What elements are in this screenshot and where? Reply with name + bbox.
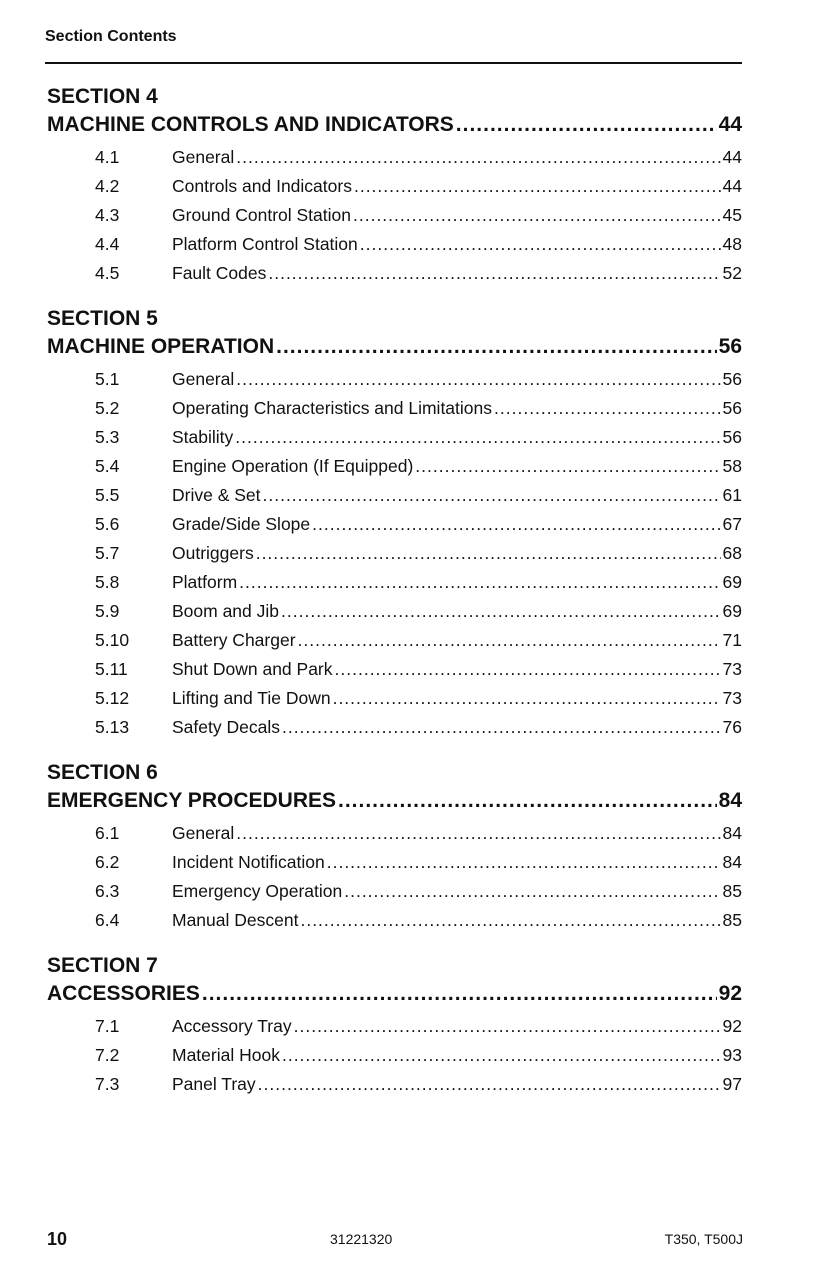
entry-number: 5.7 <box>95 543 120 563</box>
entry-title: Drive & Set <box>172 485 261 505</box>
section-title: EMERGENCY PROCEDURES <box>47 789 336 812</box>
entry-title: Platform Control Station <box>172 234 358 254</box>
toc-entry[interactable] <box>47 568 742 597</box>
entry-title: Material Hook <box>172 1045 280 1065</box>
entry-title: Stability <box>172 427 234 447</box>
section-label: SECTION 7 <box>47 954 158 977</box>
entry-number: 4.4 <box>95 234 120 254</box>
entry-title: Grade/Side Slope <box>172 514 311 534</box>
entry-title: Accessory Tray <box>172 1016 292 1036</box>
entry-page-number: 44 <box>722 147 742 167</box>
dot-leader <box>300 906 720 935</box>
dot-leader <box>236 365 720 394</box>
section-label: SECTION 5 <box>47 307 158 330</box>
section-title-link[interactable] <box>47 787 742 815</box>
toc-entry[interactable] <box>47 877 742 906</box>
dot-leader <box>281 597 721 626</box>
dot-leader <box>353 201 721 230</box>
section-title-link[interactable] <box>47 111 742 139</box>
section-title-link[interactable] <box>47 333 742 361</box>
dot-leader <box>236 143 720 172</box>
header-rule <box>45 62 742 64</box>
entry-page-number: 69 <box>722 601 742 621</box>
toc-entry[interactable] <box>47 713 742 742</box>
toc-entry[interactable] <box>47 626 742 655</box>
dot-leader <box>235 423 720 452</box>
entry-number: 4.1 <box>95 147 120 167</box>
entry-title: Engine Operation (If Equipped) <box>172 456 414 476</box>
entry-title: General <box>172 823 235 843</box>
entry-number: 5.9 <box>95 601 120 621</box>
dot-leader <box>327 848 721 877</box>
dot-leader <box>294 1012 721 1041</box>
toc-entry[interactable] <box>47 819 742 848</box>
entry-title: General <box>172 147 235 167</box>
toc-entry[interactable] <box>47 1041 742 1070</box>
section-page-number: 84 <box>718 789 742 812</box>
dot-leader <box>258 1070 721 1099</box>
entry-page-number: 67 <box>722 514 742 534</box>
entry-number: 5.4 <box>95 456 120 476</box>
toc-entry[interactable] <box>47 848 742 877</box>
section-page-number: 44 <box>718 113 742 136</box>
toc-entry[interactable] <box>47 423 742 452</box>
entry-number: 7.3 <box>95 1074 120 1094</box>
entry-page-number: 76 <box>722 717 742 737</box>
page-header-title: Section Contents <box>45 28 177 45</box>
dot-leader <box>335 655 721 684</box>
entry-title: Ground Control Station <box>172 205 351 225</box>
dot-leader <box>354 172 721 201</box>
entry-page-number: 56 <box>722 427 742 447</box>
section-title: MACHINE CONTROLS AND INDICATORS <box>47 113 454 136</box>
entry-page-number: 44 <box>722 176 742 196</box>
section-title-link[interactable] <box>47 980 742 1008</box>
dot-leader <box>236 819 720 848</box>
section-page-number: 56 <box>718 335 742 358</box>
entry-page-number: 48 <box>722 234 742 254</box>
entry-number: 5.1 <box>95 369 120 389</box>
entry-title: Manual Descent <box>172 910 299 930</box>
entry-page-number: 92 <box>722 1016 742 1036</box>
toc-entry[interactable] <box>47 510 742 539</box>
entry-title: Safety Decals <box>172 717 280 737</box>
model-names: T350, T500J <box>664 1231 743 1247</box>
dot-leader <box>338 787 717 815</box>
entry-page-number: 58 <box>722 456 742 476</box>
section-title: ACCESSORIES <box>47 982 200 1005</box>
dot-leader <box>282 1041 721 1070</box>
dot-leader <box>344 877 720 906</box>
entry-title: Panel Tray <box>172 1074 256 1094</box>
section-page-number: 92 <box>718 982 742 1005</box>
entry-page-number: 84 <box>722 823 742 843</box>
dot-leader <box>415 452 720 481</box>
entry-number: 6.3 <box>95 881 120 901</box>
entry-title: Lifting and Tie Down <box>172 688 331 708</box>
entry-number: 5.5 <box>95 485 120 505</box>
entry-number: 6.1 <box>95 823 120 843</box>
dot-leader <box>202 980 717 1008</box>
entry-number: 4.2 <box>95 176 120 196</box>
entry-number: 6.2 <box>95 852 120 872</box>
entry-number: 5.13 <box>95 717 130 737</box>
entry-title: General <box>172 369 235 389</box>
entry-number: 5.6 <box>95 514 120 534</box>
toc-entry[interactable] <box>47 539 742 568</box>
dot-leader <box>282 713 721 742</box>
toc-entry[interactable] <box>47 1070 742 1099</box>
dot-leader <box>298 626 721 655</box>
entry-page-number: 61 <box>722 485 742 505</box>
toc-section <box>47 83 742 288</box>
dot-leader <box>239 568 720 597</box>
section-title: MACHINE OPERATION <box>47 335 275 358</box>
entry-page-number: 84 <box>722 852 742 872</box>
entry-title: Platform <box>172 572 238 592</box>
toc-entry[interactable] <box>47 597 742 626</box>
entry-title: Fault Codes <box>172 263 267 283</box>
dot-leader <box>268 259 720 288</box>
toc-entry[interactable] <box>47 172 742 201</box>
document-number: 31221320 <box>330 1231 393 1247</box>
entry-page-number: 69 <box>722 572 742 592</box>
entry-number: 4.5 <box>95 263 120 283</box>
entry-page-number: 85 <box>722 910 742 930</box>
toc-entry[interactable] <box>47 394 742 423</box>
entry-page-number: 52 <box>722 263 742 283</box>
entry-title: Incident Notification <box>172 852 325 872</box>
toc-entry[interactable] <box>47 1012 742 1041</box>
entry-number: 4.3 <box>95 205 120 225</box>
entry-page-number: 93 <box>722 1045 742 1065</box>
entry-title: Battery Charger <box>172 630 296 650</box>
entry-number: 5.11 <box>95 659 128 679</box>
dot-leader <box>312 510 720 539</box>
section-label: SECTION 6 <box>47 761 158 784</box>
toc-entry[interactable] <box>47 655 742 684</box>
toc-entry[interactable] <box>47 684 742 713</box>
entry-number: 5.12 <box>95 688 130 708</box>
entry-number: 7.1 <box>95 1016 120 1036</box>
entry-number: 5.2 <box>95 398 120 418</box>
entry-number: 7.2 <box>95 1045 120 1065</box>
entry-number: 5.3 <box>95 427 120 447</box>
dot-leader <box>256 539 721 568</box>
entry-page-number: 45 <box>722 205 742 225</box>
toc-entry[interactable] <box>47 143 742 172</box>
toc-entry[interactable] <box>47 201 742 230</box>
entry-page-number: 97 <box>722 1074 742 1094</box>
toc-entry[interactable] <box>47 230 742 259</box>
entry-title: Emergency Operation <box>172 881 343 901</box>
entry-page-number: 71 <box>722 630 742 650</box>
toc-entry[interactable] <box>47 259 742 288</box>
dot-leader <box>456 111 717 139</box>
toc-section <box>47 952 742 1099</box>
entry-page-number: 73 <box>722 688 742 708</box>
dot-leader <box>276 333 717 361</box>
entry-page-number: 85 <box>722 881 742 901</box>
entry-page-number: 56 <box>722 369 742 389</box>
toc-entry[interactable] <box>47 365 742 394</box>
table-of-contents <box>47 83 742 1116</box>
entry-number: 5.8 <box>95 572 120 592</box>
dot-leader <box>494 394 721 423</box>
page-number: 10 <box>47 1229 68 1249</box>
entry-page-number: 56 <box>722 398 742 418</box>
toc-section <box>47 759 742 935</box>
dot-leader <box>360 230 721 259</box>
entry-title: Outriggers <box>172 543 254 563</box>
toc-entry[interactable] <box>47 452 742 481</box>
dot-leader <box>263 481 721 510</box>
entry-title: Boom and Jib <box>172 601 280 621</box>
entry-title: Shut Down and Park <box>172 659 333 679</box>
section-label: SECTION 4 <box>47 85 158 108</box>
entry-page-number: 73 <box>722 659 742 679</box>
entry-title: Controls and Indicators <box>172 176 352 196</box>
toc-entry[interactable] <box>47 906 742 935</box>
entry-title: Operating Characteristics and Limitations <box>172 398 493 418</box>
dot-leader <box>333 684 721 713</box>
entry-number: 5.10 <box>95 630 130 650</box>
entry-number: 6.4 <box>95 910 120 930</box>
toc-entry[interactable] <box>47 481 742 510</box>
toc-section <box>47 305 742 742</box>
entry-page-number: 68 <box>722 543 742 563</box>
